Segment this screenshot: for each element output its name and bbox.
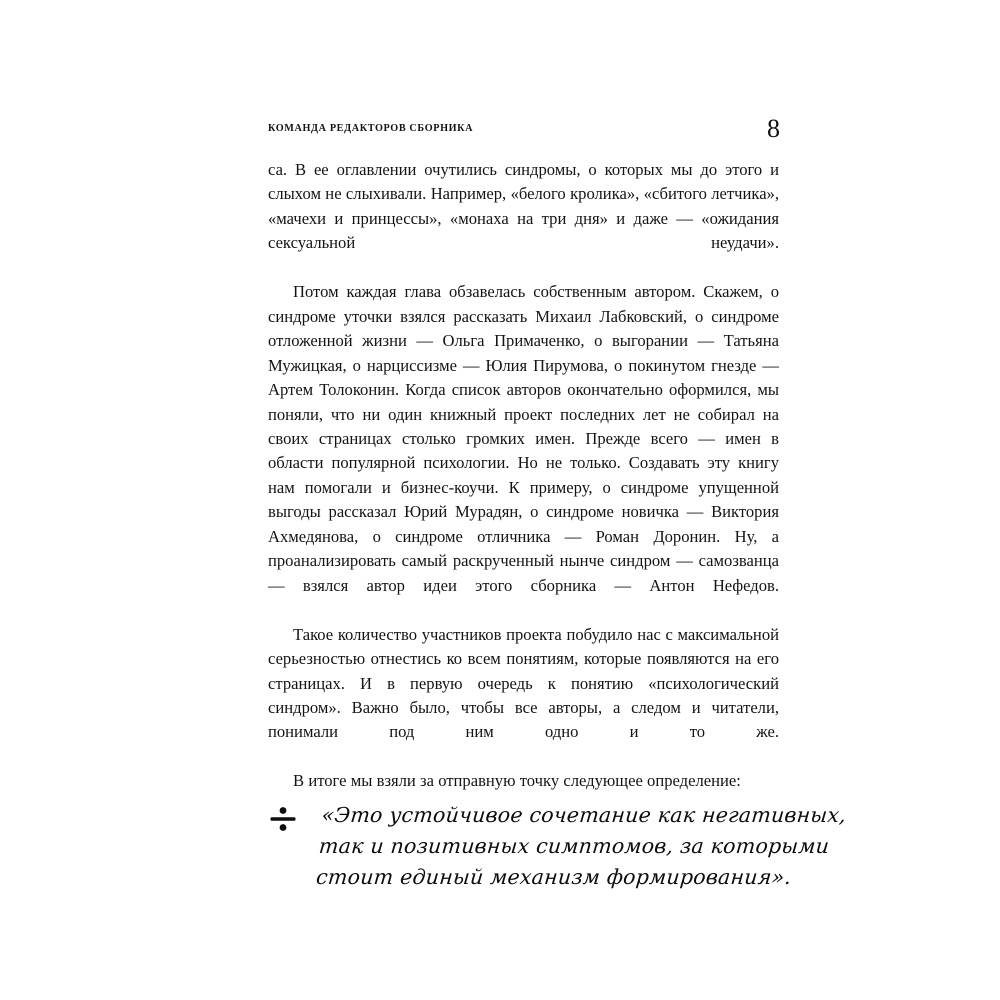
paragraph-3: Такое количество участников проекта побудило нас с максимальной серьезностью отнестись ко всем понятиям, которые появляются на его страницах. И в первую очередь к понятию «психологический синдром». Важно было, чтобы все авторы, а следом и читатели, понимали под ним одно и то же.: [268, 624, 779, 742]
pull-quote-line-1: «Это устойчивое сочетание как негативных,: [320, 803, 848, 827]
pull-quote-text: [315, 800, 847, 893]
division-sign-icon: [268, 804, 298, 834]
page-number: 8: [767, 114, 780, 143]
body-text-block: [268, 158, 779, 794]
running-head: [268, 110, 780, 143]
pull-quote-ornament: [268, 800, 323, 834]
pull-quote-line-3: стоит единый механизм формирования».: [315, 865, 793, 889]
paragraph-2: Потом каждая глава обзавелась собственным автором. Скажем, о синдроме уточки взялся рассказать Михаил Лабковский, о синдроме отложенной жизни — Ольга Примаченко, о выгорании — Татьяна Мужицкая, о нарциссизме — Юлия Пирумова, о покинутом гнезде — Артем Толоконин. Когда список авторов окончательно оформился, мы поняли, что ни один книжный проект последних лет не собирал на своих страницах столько громких имен. Прежде всего — имен в области популярной психологии. Но не только. Создавать эту книгу нам помогали и бизнес-коучи. К примеру, о синдроме упущенной выгоды рассказал Юрий Мурадян, о синдроме новичка — Виктория Ахмедянова, о синдроме отличника — Роман Доронин. Ну, а проанализировать самый раскрученный нынче синдром — самозванца — взялся автор идеи этого сборника — Антон Нефедов.: [268, 282, 779, 595]
running-head-title: КОМАНДА РЕДАКТОРОВ СБОРНИКА: [268, 122, 474, 134]
pull-quote: [268, 800, 848, 893]
paragraph-1: са. В ее оглавлении очутились синдромы, о которых мы до этого и слыхом не слыхивали. Например, «белого кролика», «сбитого летчика», «мачехи и принцессы», «монаха на три дня» и даже — «ожидания сексуальной неудачи».: [268, 160, 779, 253]
pull-quote-line-2: так и позитивных симптомов, за которыми: [317, 834, 831, 858]
paragraph-4: В итоге мы взяли за отправную точку следующее определение:: [293, 771, 741, 791]
